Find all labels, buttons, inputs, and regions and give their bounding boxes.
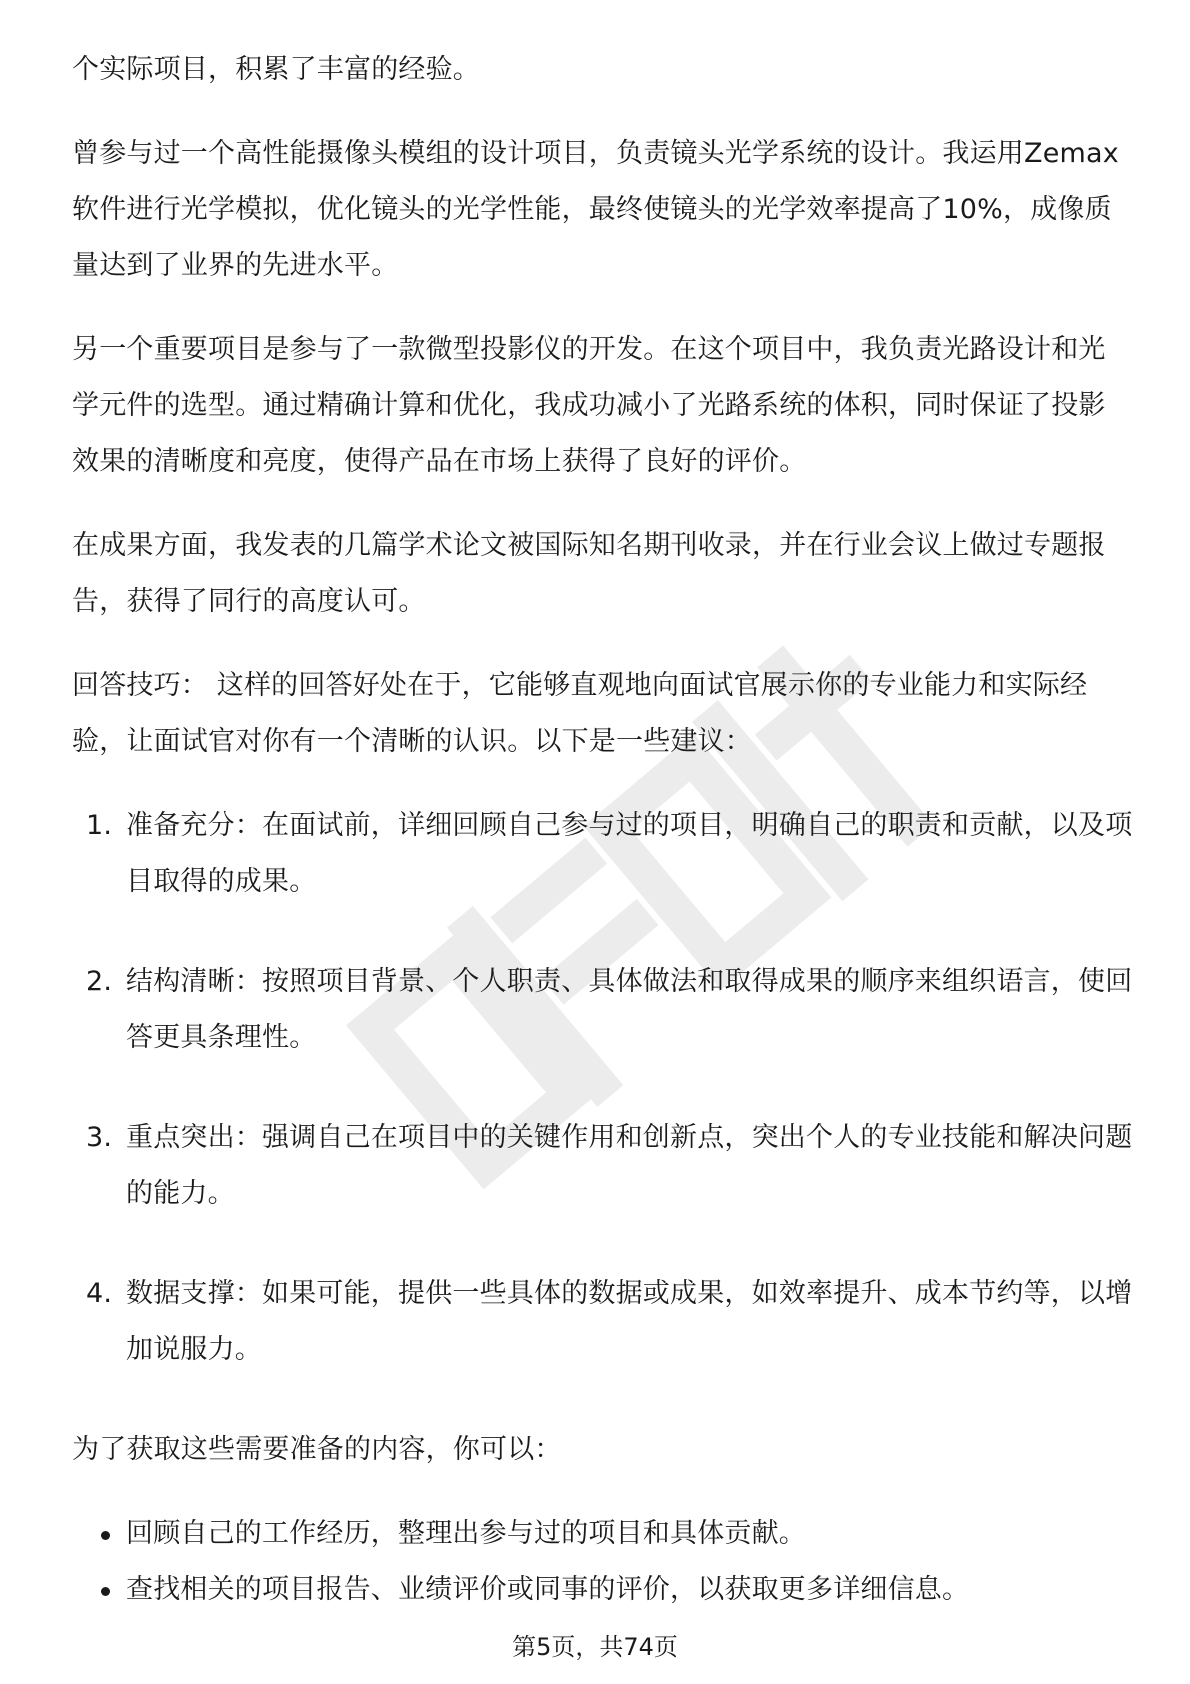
paragraph-camera-project: 曾参与过一个高性能摄像头模组的设计项目，负责镜头光学系统的设计。我运用Zemax软件进行光学模拟，优化镜头的光学性能，最终使镜头的光学效率提高了10%，成像质量达到了业界的先进水平。 bbox=[72, 138, 1119, 281]
list-item bbox=[72, 1266, 1136, 1378]
list-item-text: 准备充分：在面试前，详细回顾自己参与过的项目，明确自己的职责和贡献，以及项目取得的成果。 bbox=[126, 810, 1133, 897]
bullet-icon bbox=[101, 1531, 110, 1540]
list-item bbox=[72, 798, 1136, 910]
paragraph-achievements: 在成果方面，我发表的几篇学术论文被国际知名期刊收录，并在行业会议上做过专题报告，获得了同行的高度认可。 bbox=[72, 530, 1106, 617]
numbered-suggestion-list bbox=[72, 798, 1133, 1378]
list-item-text: 查找相关的项目报告、业绩评价或同事的评价，以获取更多详细信息。 bbox=[126, 1574, 970, 1605]
list-item-text: 回顾自己的工作经历，整理出参与过的项目和具体贡献。 bbox=[126, 1518, 806, 1549]
paragraph-answer-tips: 回答技巧： 这样的回答好处在于，它能够直观地向面试官展示你的专业能力和实际经验，让面试官对你有一个清晰的认识。以下是一些建议： bbox=[72, 670, 1088, 757]
document-body bbox=[72, 42, 1133, 1618]
bullet-icon bbox=[101, 1587, 110, 1596]
list-item-number: 4. bbox=[86, 1278, 113, 1309]
paragraph-projector-project: 另一个重要项目是参与了一款微型投影仪的开发。在这个项目中，我负责光路设计和光学元件的选型。通过精确计算和优化，我成功减小了光路系统的体积，同时保证了投影效果的清晰度和亮度，使得产品在市场上获得了良好的评价。 bbox=[72, 334, 1106, 477]
list-item bbox=[72, 1562, 1122, 1618]
list-item-number: 3. bbox=[86, 1122, 113, 1153]
list-item bbox=[72, 954, 1136, 1066]
page-footer: 第5页，共74页 bbox=[512, 1633, 678, 1661]
paragraph-preparation: 为了获取这些需要准备的内容，你可以： bbox=[72, 1434, 562, 1465]
list-item-number: 2. bbox=[86, 966, 113, 997]
list-item-text: 数据支撑：如果可能，提供一些具体的数据或成果，如效率提升、成本节约等，以增加说服力。 bbox=[126, 1278, 1133, 1365]
paragraph-intro-tail: 个实际项目，积累了丰富的经验。 bbox=[72, 54, 480, 85]
list-item-text: 结构清晰：按照项目背景、个人职责、具体做法和取得成果的顺序来组织语言，使回答更具条理性。 bbox=[126, 966, 1133, 1053]
bullet-list bbox=[72, 1506, 1122, 1618]
list-item-text: 重点突出：强调自己在项目中的关键作用和创新点，突出个人的专业技能和解决问题的能力。 bbox=[126, 1122, 1133, 1209]
list-item bbox=[72, 1506, 1122, 1562]
list-item bbox=[72, 1110, 1136, 1222]
list-item-number: 1. bbox=[86, 810, 113, 841]
